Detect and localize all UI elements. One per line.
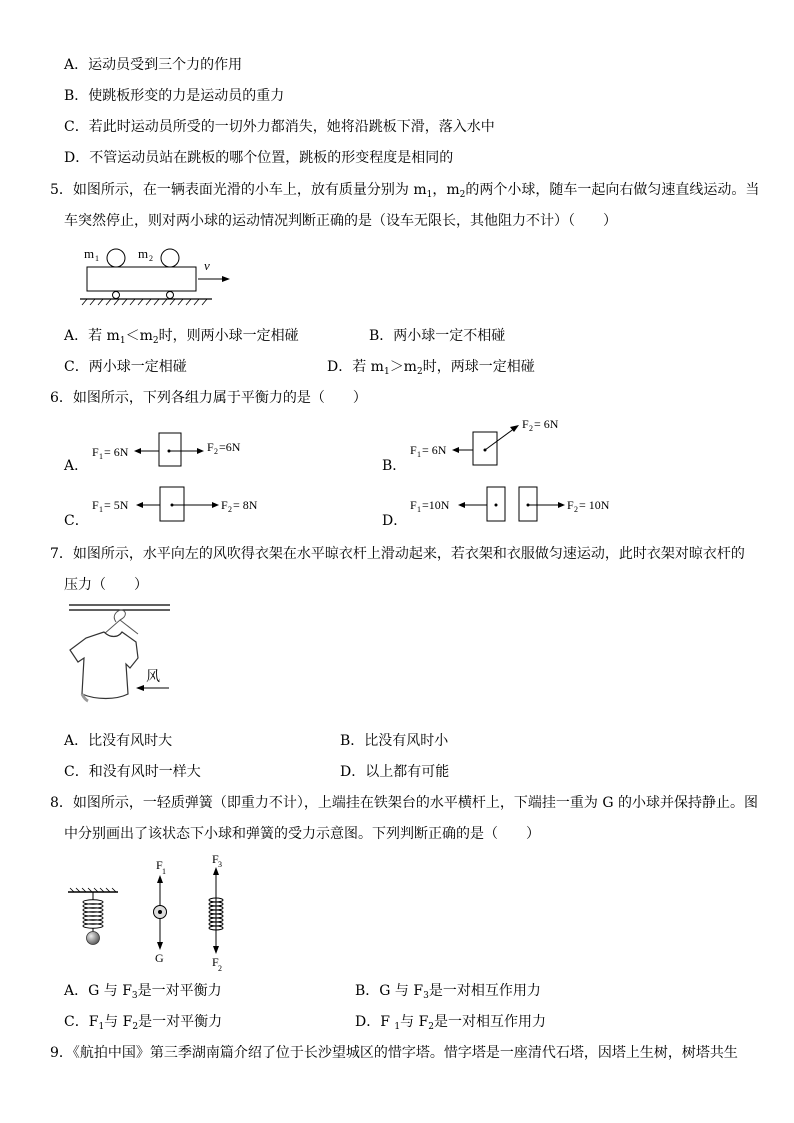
svg-text:= 5N: = 5N	[104, 498, 129, 512]
q8-stem-line2: 中分别画出了该状态下小球和弹簧的受力示意图。下列判断正确的是（ ）	[64, 826, 540, 842]
svg-text:F: F	[207, 440, 214, 454]
q8-option-c: C．$F_1$与 $F_2$是一对平衡力	[64, 1014, 223, 1032]
svg-text:G: G	[155, 951, 164, 965]
q4-option-d: D．不管运动员站在跳板的哪个位置，跳板的形变程度是相同的	[64, 150, 454, 166]
svg-text:F: F	[156, 858, 163, 872]
svg-text:F: F	[567, 498, 574, 512]
q9-stem-line1: 9．《航拍中国》第三季湖南篇介绍了位于长沙望城区的惜字塔。惜字塔是一座清代石塔，因塔上生树，树塔共生	[50, 1045, 738, 1061]
q5-option-d: D．若 $m_1>m_2$时，两球一定相碰	[327, 359, 535, 377]
svg-text:=6N: =6N	[219, 440, 241, 454]
m2-label: m	[138, 246, 149, 261]
q5-stem-line1: 5．如图所示，在一辆表面光滑的小车上，放有质量分别为 $m_1$，$m_2$的两个小球，随车一起向右做匀速直线运动。当	[50, 182, 760, 200]
svg-text:2: 2	[218, 964, 222, 973]
svg-text:= 6N: = 6N	[422, 443, 447, 457]
q7-option-d: D．以上都有可能	[340, 764, 450, 780]
svg-text:2: 2	[228, 505, 232, 514]
q8-option-d: D．F $_1$与 $F_2$是一对相互作用力	[355, 1014, 547, 1032]
svg-text:1: 1	[99, 452, 103, 461]
q5-option-a: A．若 $m_1<m_2$时，则两小球一定相碰	[64, 328, 299, 346]
q5-stem-line2: 车突然停止，则对两小球的运动情况判断正确的是（设车无限长，其他阻力不计）（ ）	[64, 213, 617, 229]
wind-label: 风	[146, 670, 160, 685]
q6-figure-a	[90, 430, 260, 470]
q6-label-a: A．	[64, 458, 89, 474]
svg-text:1: 1	[99, 505, 103, 514]
svg-text:3: 3	[218, 860, 222, 869]
svg-text:1: 1	[95, 254, 99, 263]
q8-stem-line1: 8．如图所示，一轻质弹簧（即重力不计），上端挂在铁架台的水平横杆上，下端挂一重为 G 的小球并保持静止。图	[50, 795, 758, 811]
svg-text:F: F	[212, 852, 219, 866]
svg-text:F: F	[522, 417, 529, 431]
q6-label-c: C．	[64, 513, 89, 529]
q5-option-c: C．两小球一定相碰	[64, 359, 187, 375]
svg-text:F: F	[92, 445, 99, 459]
svg-text:2: 2	[574, 505, 578, 514]
svg-text:F: F	[221, 498, 228, 512]
q8-option-a: A．G 与 $F_3$是一对平衡力	[64, 983, 222, 1001]
q7-option-a: A．比没有风时大	[64, 733, 173, 749]
q7-option-c: C．和没有风时一样大	[64, 764, 201, 780]
q7-stem-line2: 压力（ ）	[64, 577, 148, 593]
svg-text:= 6N: = 6N	[534, 417, 559, 431]
q6-figure-c	[90, 485, 270, 525]
svg-text:2: 2	[214, 447, 218, 456]
svg-text:1: 1	[417, 450, 421, 459]
svg-text:= 6N: = 6N	[104, 445, 129, 459]
q5-cart-figure	[70, 240, 250, 310]
svg-text:F: F	[212, 955, 219, 969]
q8-spring-figure	[66, 850, 246, 975]
svg-text:1: 1	[162, 867, 166, 876]
q4-option-a: A．运动员受到三个力的作用	[64, 57, 243, 73]
q5-option-b: B．两小球一定不相碰	[369, 328, 506, 344]
q4-option-c: C．若此时运动员所受的一切外力都消失，她将沿跳板下滑，落入水中	[64, 119, 495, 135]
svg-text:= 10N: = 10N	[579, 498, 610, 512]
svg-text:F: F	[410, 443, 417, 457]
q6-figure-b	[408, 412, 578, 468]
velocity-label: v	[204, 258, 210, 273]
q4-option-b: B．使跳板形变的力是运动员的重力	[64, 88, 285, 104]
q6-label-b: B．	[382, 458, 407, 474]
q7-hanger-figure	[66, 602, 176, 712]
svg-text:1: 1	[417, 505, 421, 514]
q7-stem-line1: 7．如图所示，水平向左的风吹得衣架在水平晾衣杆上滑动起来，若衣架和衣服做匀速运动，此时衣架对晾衣杆的	[50, 546, 745, 562]
svg-text:2: 2	[149, 254, 153, 263]
svg-text:F: F	[410, 498, 417, 512]
q7-option-b: B．比没有风时小	[340, 733, 449, 749]
svg-text:= 8N: = 8N	[233, 498, 258, 512]
q6-stem: 6．如图所示，下列各组力属于平衡力的是（ ）	[50, 390, 367, 406]
q6-figure-d	[408, 485, 618, 525]
svg-text:2: 2	[529, 424, 533, 433]
q8-option-b: B．G 与 $F_3$是一对相互作用力	[355, 983, 541, 1001]
svg-text:=10N: =10N	[422, 498, 450, 512]
m1-label: m	[84, 246, 95, 261]
svg-text:F: F	[92, 498, 99, 512]
q6-label-d: D．	[382, 513, 408, 529]
